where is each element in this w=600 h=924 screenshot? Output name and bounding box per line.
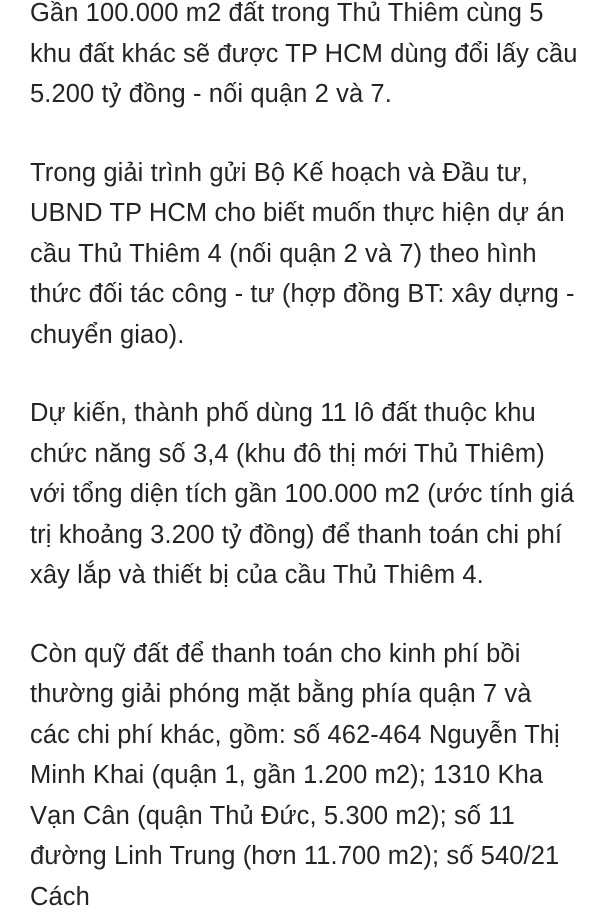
article-paragraph-3: Dự kiến, thành phố dùng 11 lô đất thuộc khu chức năng số 3,4 (khu đô thị mới Thủ Thiêm) với tổng diện tích gần 100.000 m2 (ước tính giá trị khoảng 3.200 tỷ đồng) để thanh toán chi phí xây lắp và thiết bị của cầu Thủ Thiêm 4.	[30, 399, 575, 589]
article-paragraph-1: Gần 100.000 m2 đất trong Thủ Thiêm cùng 5 khu đất khác sẽ được TP HCM dùng đổi lấy cầu 5.200 tỷ đồng - nối quận 2 và 7.	[30, 0, 578, 108]
article-paragraph-2: Trong giải trình gửi Bộ Kế hoạch và Đầu tư, UBND TP HCM cho biết muốn thực hiện dự án cầu Thủ Thiêm 4 (nối quận 2 và 7) theo hình thức đối tác công - tư (hợp đồng BT: xây dựng - chuyển giao).	[30, 158, 575, 349]
article-paragraph-4: Còn quỹ đất để thanh toán cho kinh phí bồi thường giải phóng mặt bằng phía quận 7 và các chi phí khác, gồm: số 462-464 Nguyễn Thị Minh Khai (quận 1, gần 1.200 m2); 1310 Kha Vạn Cân (quận Thủ Đức, 5.300 m2); số 11 đường Linh Trung (hơn 11.700 m2); số 540/21 Cách	[30, 639, 560, 911]
